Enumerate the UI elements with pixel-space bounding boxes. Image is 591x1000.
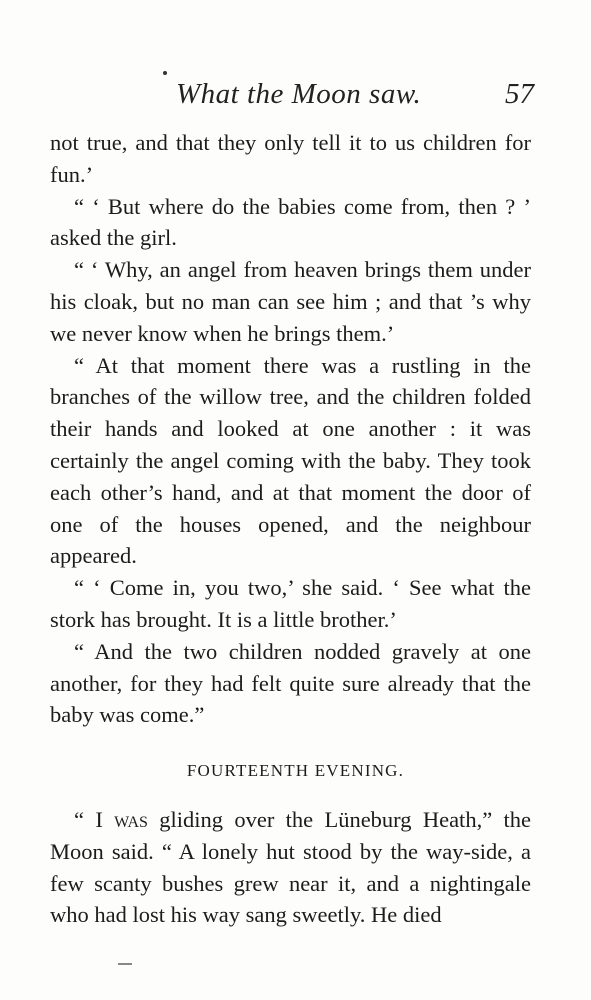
paragraph: “ And the two children nodded gravely at one another, for they had felt quite sure already that the baby was come.” bbox=[50, 638, 531, 728]
smallcaps-word: was bbox=[114, 807, 148, 832]
section-body-text bbox=[50, 804, 531, 931]
paragraph: “ ‘ Come in, you two,’ she said. ‘ See what the stork has brought. It is a little brother.’ bbox=[50, 575, 531, 632]
paragraph-continuation: not true, and that they only tell it to us children for fun.’ bbox=[50, 130, 531, 187]
opening-quote: “ I bbox=[74, 807, 103, 832]
running-title: What the Moon saw. bbox=[176, 78, 422, 110]
section-heading: FOURTEENTH EVENING. bbox=[186, 761, 405, 780]
section-opening-paragraph bbox=[50, 804, 531, 931]
page-number: 57 bbox=[505, 78, 534, 110]
paragraph: “ ‘ Why, an angel from heaven brings them under his cloak, but no man can see him ; and that ’s why we never know when he brings them.’ bbox=[50, 257, 531, 346]
header-ornament-dot bbox=[163, 71, 167, 75]
paragraph: “ ‘ But where do the babies come from, then ? ’ asked the girl. bbox=[50, 193, 531, 251]
body-text bbox=[50, 127, 531, 731]
section-text: gliding over the Lüneburg Heath,” the Moon said. “ A lonely hut stood by the way-side, a few scanty bushes grew near it, and a nightingale who had lost his way sang sweetly. He died bbox=[50, 807, 531, 928]
print-mark bbox=[118, 963, 132, 965]
paragraph: “ At that moment there was a rustling in the branches of the willow tree, and the children folded their hands and looked at one another : it was certainly the angel coming with the baby. They took each other’s hand, and at that moment the door of one of the houses opened, and the neighbour appeared. bbox=[50, 352, 531, 569]
